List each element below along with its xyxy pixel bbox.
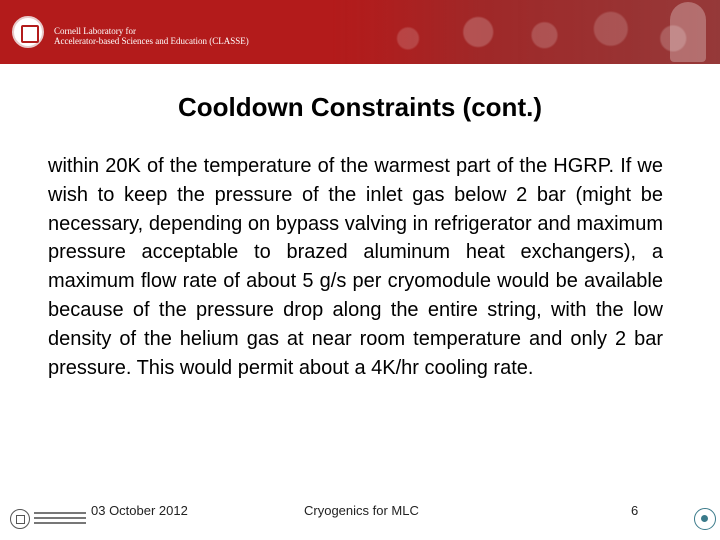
cornell-seal-icon — [12, 16, 44, 48]
slide-number: 6 — [631, 503, 639, 518]
footer-title: Cryogenics for MLC — [304, 503, 419, 518]
header-banner — [0, 0, 720, 64]
org-name-line1: Cornell Laboratory for — [54, 26, 136, 36]
slide-body-text: within 20K of the temperature of the warmest part of the HGRP. If we wish to keep the pressure of the inlet gas below 2 bar (might be necessary, depending on bypass valving in refrigerator and maximum pressure acceptable to brazed aluminum heat exchangers), a maximum flow rate of about 5 g/s per cryomodule would be available because of the pressure drop along the entire string, with the low density of the helium gas at near room temperature and only 2 bar pressure. This would permit about a 4K/hr cooling rate. — [48, 155, 663, 379]
footer-date: 03 October 2012 — [91, 503, 188, 518]
seal-shield-icon — [21, 25, 39, 43]
cornell-footer-logo — [10, 508, 88, 530]
slide-title: Cooldown Constraints (cont.) — [178, 92, 542, 122]
partner-logo-icon — [694, 508, 716, 530]
org-name-line2: Accelerator-based Sciences and Education (CLASSE) — [54, 36, 249, 46]
banner-equipment-photo — [330, 0, 720, 64]
footer-seal-icon — [10, 509, 30, 529]
footer-logo-text-lines — [34, 512, 86, 527]
banner-person-figure — [670, 2, 706, 62]
